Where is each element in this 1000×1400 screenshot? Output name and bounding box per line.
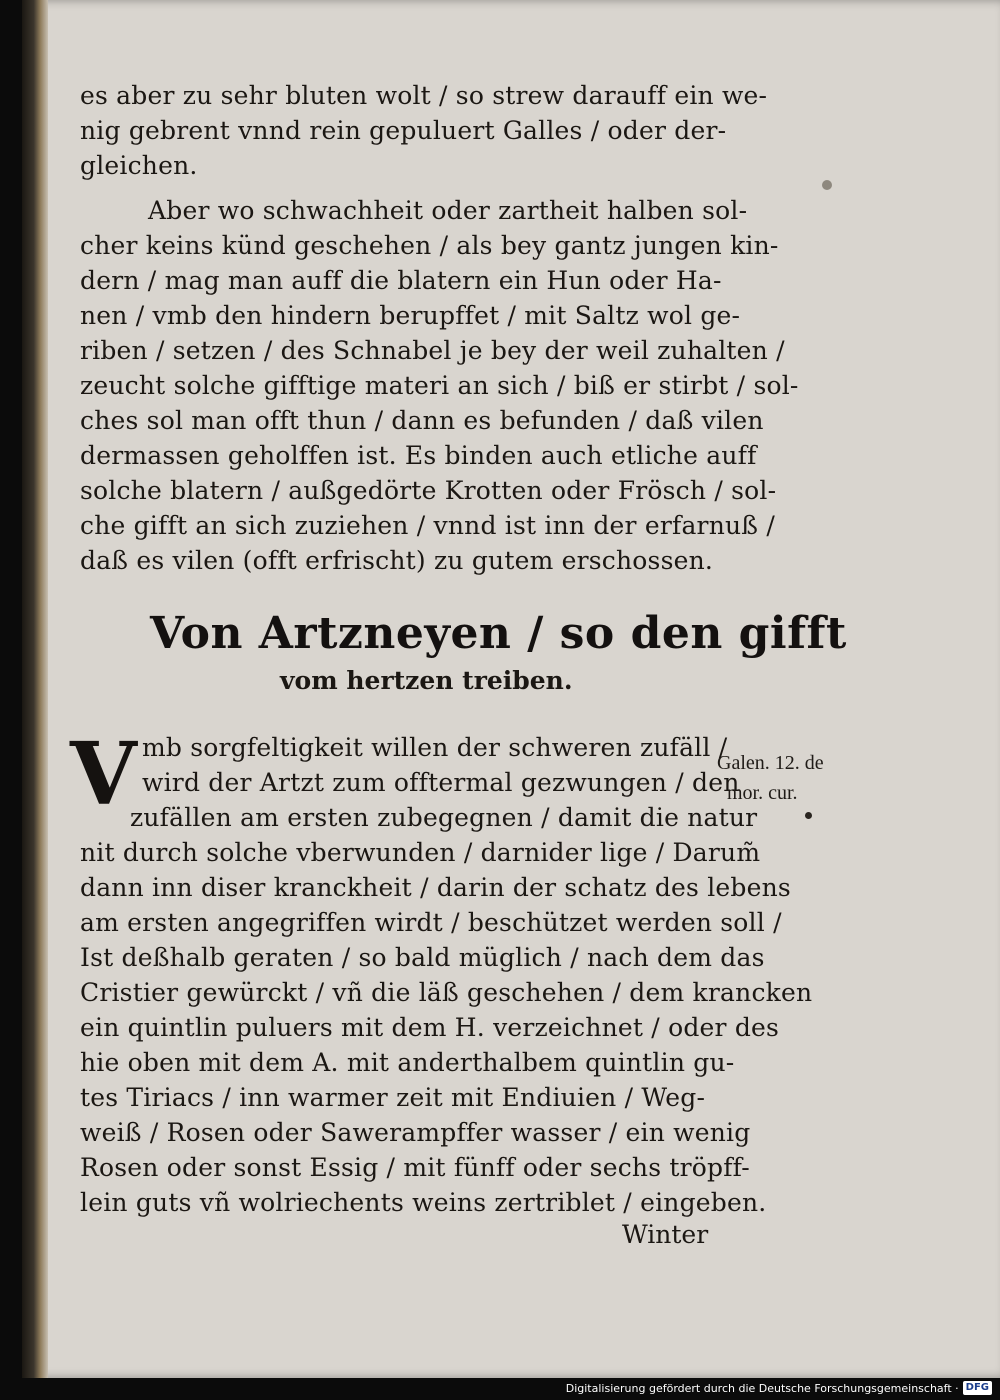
text-line: am ersten angegriffen wirdt / beschützet werden soll / bbox=[80, 908, 782, 937]
book-spine bbox=[22, 0, 48, 1378]
text-line: nit durch solche vberwunden / darnider lige / Darum̃ bbox=[80, 838, 761, 867]
text-line: hie oben mit dem A. mit anderthalbem quintlin gu- bbox=[80, 1048, 735, 1077]
text-line: che gifft an sich zuziehen / vnnd ist inn der erfarnuß / bbox=[80, 511, 775, 540]
dfg-logo-icon: DFG bbox=[963, 1381, 992, 1395]
text-line: es aber zu sehr bluten wolt / so strew darauff ein we- bbox=[80, 81, 768, 110]
text-line: tes Tiriacs / inn warmer zeit mit Endiuien / Weg- bbox=[80, 1083, 706, 1112]
text-line: cher keins künd geschehen / als bey gantz jungen kin- bbox=[80, 231, 779, 260]
section-heading: Von Artzneyen / so den gifft bbox=[150, 608, 847, 659]
text-line: solche blatern / außgedörte Krotten oder Frösch / sol- bbox=[80, 476, 777, 505]
paper-stain bbox=[822, 180, 832, 190]
text-line: zeucht solche gifftige materi an sich / biß er stirbt / sol- bbox=[80, 371, 799, 400]
text-line: nen / vmb den hindern berupffet / mit Saltz wol ge- bbox=[80, 301, 741, 330]
text-line: dern / mag man auff die blatern ein Hun oder Ha- bbox=[80, 266, 722, 295]
text-line: daß es vilen (offt erfrischt) zu gutem erschossen. bbox=[80, 546, 714, 575]
drop-cap-initial: V bbox=[70, 724, 137, 825]
section-subheading: vom hertzen treiben. bbox=[280, 666, 573, 695]
margin-dot bbox=[805, 812, 812, 819]
text-line: wird der Artzt zum offtermal gezwungen / den bbox=[142, 768, 740, 797]
text-line: zufällen am ersten zubegegnen / damit die natur bbox=[130, 803, 758, 832]
text-line: Aber wo schwachheit oder zartheit halben sol- bbox=[148, 196, 748, 225]
text-line: ches sol man offt thun / dann es befunden / daß vilen bbox=[80, 406, 764, 435]
text-line: gleichen. bbox=[80, 151, 198, 180]
text-line: Cristier gewürckt / vñ die läß geschehen / dem krancken bbox=[80, 978, 813, 1007]
catchword: Winter bbox=[622, 1220, 709, 1249]
paragraph-2 bbox=[80, 193, 799, 578]
text-line: Rosen oder sonst Essig / mit fünff oder sechs tröpff- bbox=[80, 1153, 750, 1182]
text-line: mb sorgfeltigkeit willen der schweren zufäll / bbox=[142, 733, 728, 762]
footer-attribution bbox=[566, 1379, 992, 1397]
text-line: ein quintlin puluers mit dem H. verzeichnet / oder des bbox=[80, 1013, 780, 1042]
paragraph-1 bbox=[80, 78, 768, 183]
footer-text: Digitalisierung gefördert durch die Deutsche Forschungsgemeinschaft · bbox=[565, 1381, 959, 1395]
text-line: riben / setzen / des Schnabel je bey der weil zuhalten / bbox=[80, 336, 785, 365]
margin-note-line: mor. cur. bbox=[727, 782, 798, 804]
text-line: weiß / Rosen oder Sawerampffer wasser / ein wenig bbox=[80, 1118, 751, 1147]
margin-note-line: Galen. 12. de bbox=[717, 752, 824, 774]
text-line: dann inn diser kranckheit / darin der schatz des lebens bbox=[80, 873, 791, 902]
margin-note bbox=[717, 748, 847, 808]
text-line: dermassen geholffen ist. Es binden auch etliche auff bbox=[80, 441, 757, 470]
text-line: Ist deßhalb geraten / so bald müglich / nach dem das bbox=[80, 943, 765, 972]
text-line: lein guts vñ wolriechents weins zertriblet / eingeben. bbox=[80, 1188, 767, 1217]
text-line: nig gebrent vnnd rein gepuluert Galles / oder der- bbox=[80, 116, 727, 145]
